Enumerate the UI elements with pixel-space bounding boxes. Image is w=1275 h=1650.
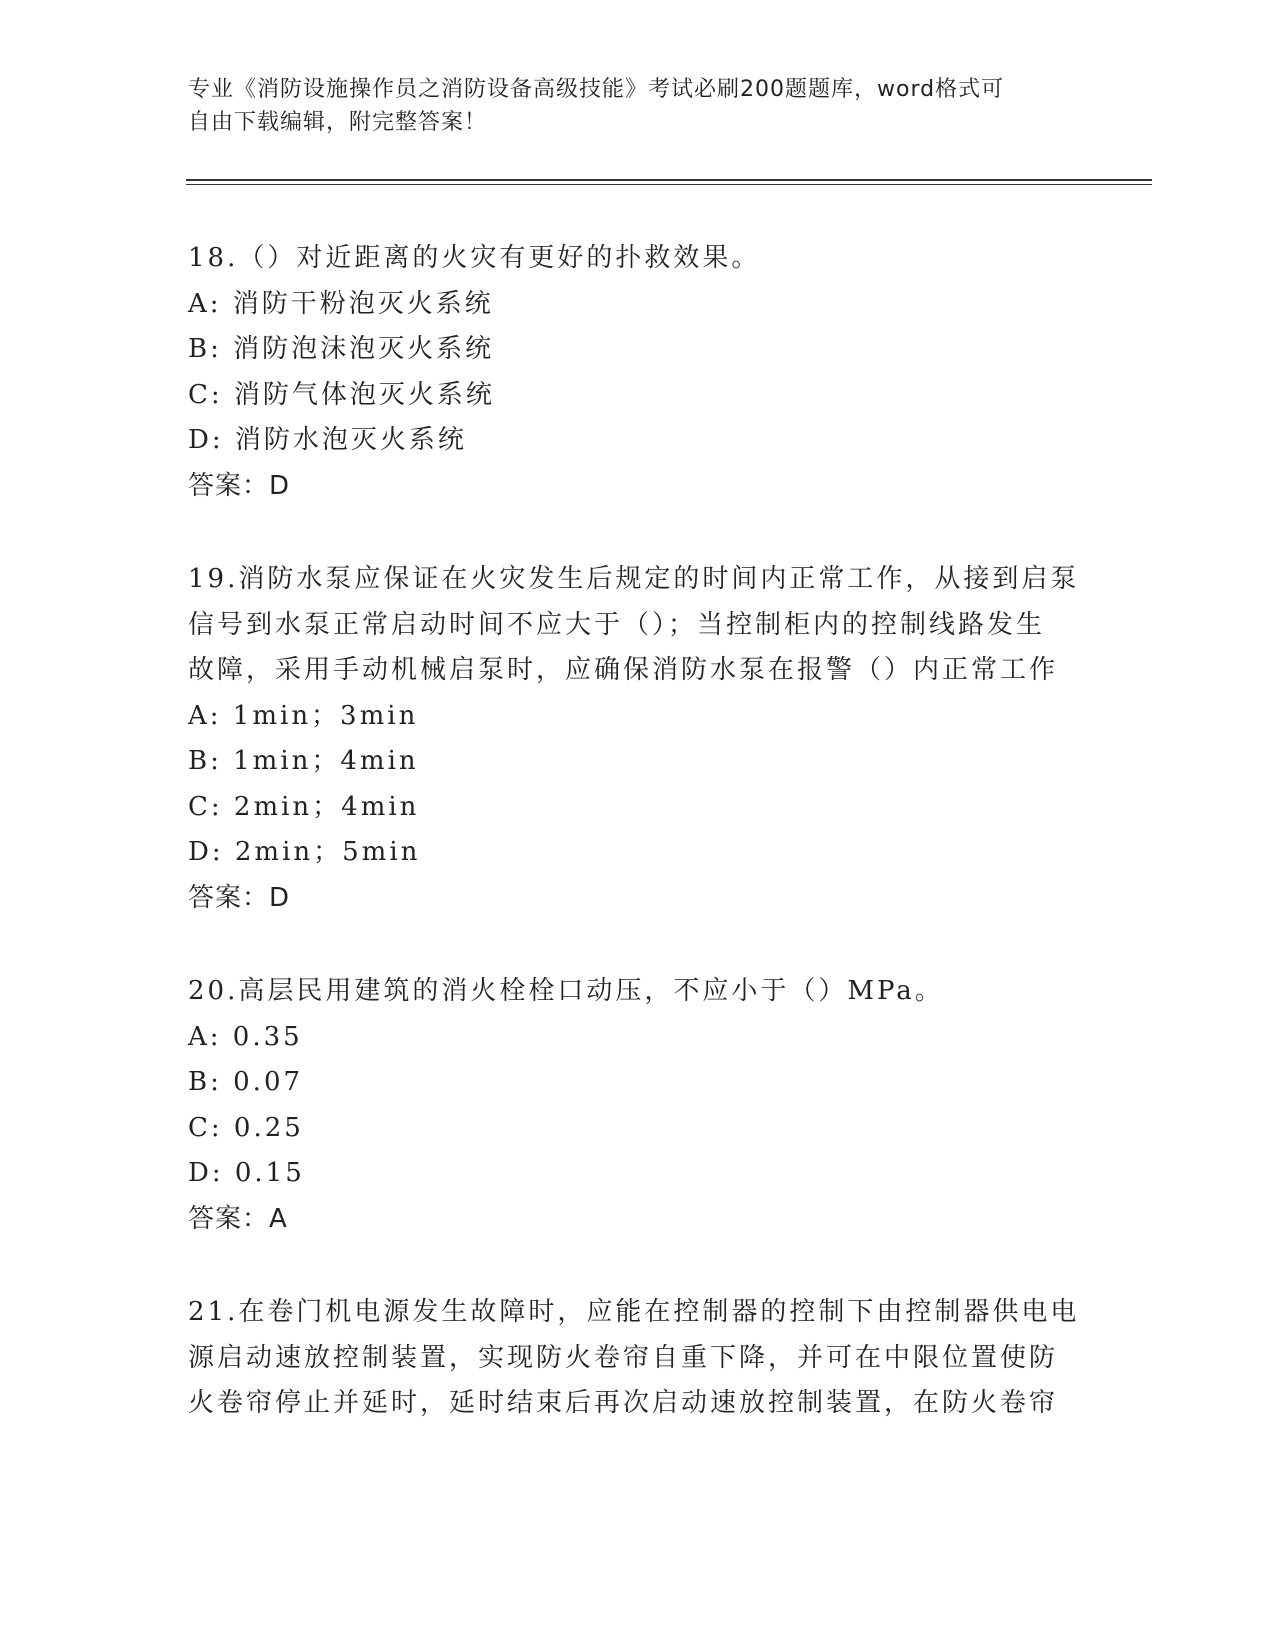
- header-divider-thick: [186, 179, 1152, 181]
- header-line-1: 专业《消防设施操作员之消防设备高级技能》考试必刷200题题库，word格式可: [188, 77, 1005, 102]
- question-stem-line: 21.在卷门机电源发生故障时，应能在控制器的控制下由控制器供电电: [188, 1297, 1080, 1327]
- question-list: [188, 236, 1088, 1475]
- option-b: B: 1min；4min: [188, 746, 419, 776]
- question-stem-line: 18.（）对近距离的火灾有更好的扑救效果。: [188, 243, 761, 273]
- question-19: [188, 557, 1088, 921]
- option-d: D: 2min；5min: [188, 837, 421, 867]
- answer-line: 答案：D: [188, 470, 291, 501]
- option-a: A: 1min；3min: [188, 700, 419, 731]
- question-21: [188, 1290, 1088, 1427]
- question-stem-line: 信号到水泵正常启动时间不应大于（）；当控制柜内的控制线路发生: [188, 609, 1046, 640]
- document-header: [188, 73, 1068, 139]
- question-20: [188, 969, 1088, 1242]
- question-stem-line: 19.消防水泵应保证在火灾发生后规定的时间内正常工作，从接到启泵: [188, 564, 1080, 594]
- option-b: B: 0.07: [188, 1067, 304, 1097]
- question-stem-line: 源启动速放控制装置，实现防火卷帘自重下降，并可在中限位置使防: [188, 1342, 1059, 1373]
- answer-line: 答案：D: [188, 882, 291, 913]
- header-divider-thin: [186, 184, 1152, 185]
- header-line-2: 自由下载编辑，附完整答案！: [188, 110, 488, 135]
- option-a: A: 消防干粉泡灭火系统: [188, 288, 494, 319]
- option-a: A: 0.35: [188, 1021, 303, 1052]
- answer-line: 答案：A: [188, 1203, 288, 1234]
- question-stem-line: 火卷帘停止并延时，延时结束后再次启动速放控制装置，在防火卷帘: [188, 1388, 1059, 1418]
- option-c: C: 2min；4min: [188, 791, 420, 822]
- option-b: B: 消防泡沫泡灭火系统: [188, 334, 495, 364]
- option-d: D: 0.15: [188, 1158, 305, 1188]
- question-stem-line: 故障，采用手动机械启泵时，应确保消防水泵在报警（）内正常工作: [188, 655, 1059, 685]
- question-18: [188, 236, 1088, 509]
- option-d: D: 消防水泡灭火系统: [188, 425, 467, 455]
- option-c: C: 0.25: [188, 1112, 304, 1143]
- option-c: C: 消防气体泡灭火系统: [188, 379, 495, 410]
- question-stem-line: 20.高层民用建筑的消火栓栓口动压，不应小于（）MPa。: [188, 976, 944, 1006]
